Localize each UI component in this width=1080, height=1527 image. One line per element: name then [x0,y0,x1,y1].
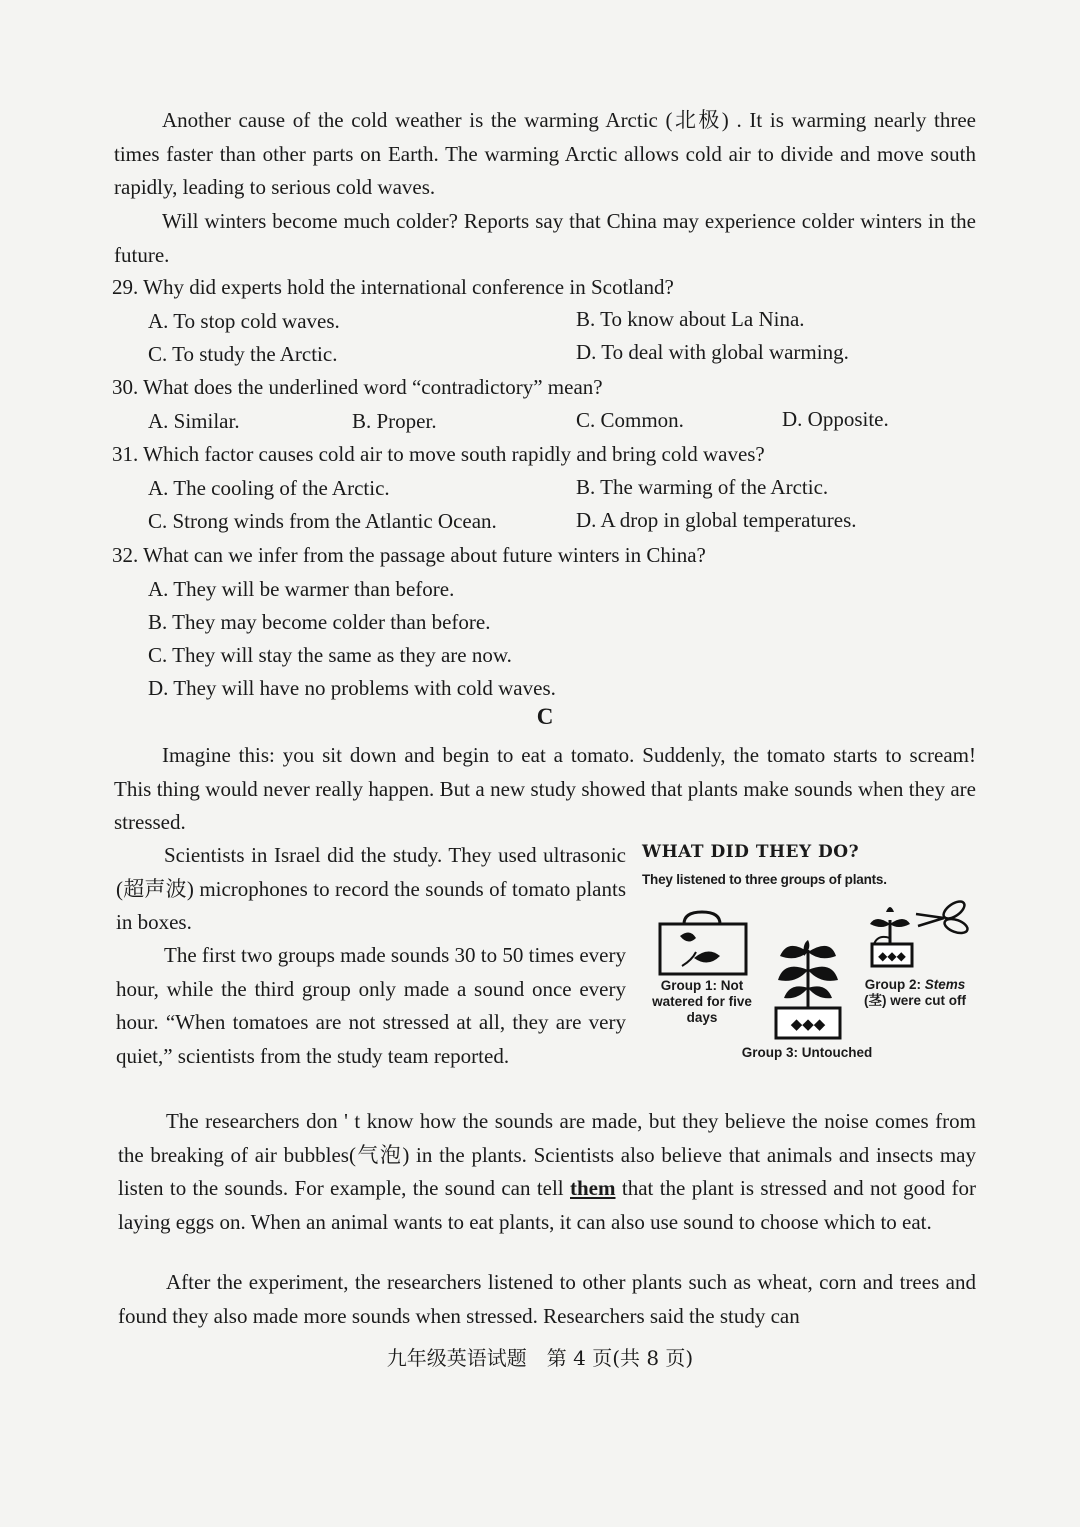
section-heading-c: C [536,704,554,729]
question-29-option-d: D. To deal with global warming. [576,340,849,364]
page-footer: 九年级英语试题 第 4 页(共 8 页) [386,1346,694,1370]
figure-illustration [636,840,982,1070]
question-31-option-c: C. Strong winds from the Atlantic Ocean. [148,509,497,533]
group1-caption-line1: Group 1: Not [660,978,744,993]
svg-text:◆◆◆: ◆◆◆ [790,1015,826,1033]
group2-plant-scissors-icon [870,898,969,966]
group2-caption-prefix: Group 2: [864,977,925,992]
question-32-option-d: D. They will have no problems with cold waves. [148,676,556,700]
group2-caption-line1 [850,977,980,993]
group1-caption-line2: watered for five [652,994,752,1009]
experiment-figure [636,840,982,1070]
passage-paragraph-arctic: Another cause of the cold weather is the warming Arctic (北极) . It is warming nearly three times faster than other parts on Earth. The warming Arctic allows cold air to divide and move south rapidly, leading to serious cold waves. [114,108,976,199]
question-30-option-d: D. Opposite. [782,407,889,431]
question-31-stem: 31. Which factor causes cold air to move south rapidly and bring cold waves? [112,442,765,466]
group1-caption [638,978,766,1026]
question-30-option-c: C. Common. [576,408,684,432]
question-32-option-b: B. They may become colder than before. [148,610,491,634]
passage-c-paragraph-study: Scientists in Israel did the study. They used ultrasonic (超声波) microphones to record the sounds of tomato plants in boxes. [116,843,626,934]
question-31-option-a: A. The cooling of the Arctic. [148,476,390,500]
passage-c-paragraph-bubbles [118,1105,976,1239]
question-32-stem: 32. What can we infer from the passage about future winters in China? [112,543,706,567]
figure-subtitle: They listened to three groups of plants. [642,872,887,887]
svg-text:◆◆◆: ◆◆◆ [878,949,906,963]
bubbles-text-start: The researchers don ' t know how the sounds are made, but they believe the noise comes from the breaking of air bubbles(气泡) in the plants. Scientists also believe that animals and insects may listen to the sounds. For example, the sound can tell [118,1109,976,1200]
question-32-option-a: A. They will be warmer than before. [148,577,455,601]
group3-caption: Group 3: Untouched [741,1045,873,1060]
passage-c-paragraph-other-plants: After the experiment, the researchers listened to other plants such as wheat, corn and trees and found they also made more sounds when stressed. Researchers said the study can [118,1270,976,1328]
group2-caption [850,977,980,1009]
group2-caption-line2: (茎) were cut off [863,993,966,1008]
question-30-option-a: A. Similar. [148,409,240,433]
question-29-stem: 29. Why did experts hold the international conference in Scotland? [112,275,674,299]
question-30-option-b: B. Proper. [352,409,437,433]
question-29-option-b: B. To know about La Nina. [576,307,805,331]
passage-c-paragraph-groups: The first two groups made sounds 30 to 50 times every hour, while the third group only made a sound once every hour. “When tomatoes are not stressed at all, they are very quiet,” scientists from the study team reported. [116,943,626,1068]
question-29-option-c: C. To study the Arctic. [148,342,338,366]
group3-plant-pot-icon [776,940,840,1038]
question-32-option-c: C. They will stay the same as they are now. [148,643,512,667]
passage-c-paragraph-intro: Imagine this: you sit down and begin to eat a tomato. Suddenly, the tomato starts to scream! This thing would never really happen. But a new study showed that plants make sounds when they are stressed. [114,743,976,834]
question-31-option-b: B. The warming of the Arctic. [576,475,829,499]
underlined-word-them: them [570,1176,616,1200]
question-30-stem: 30. What does the underlined word “contradictory” mean? [112,375,603,399]
passage-paragraph-future-winters: Will winters become much colder? Reports say that China may experience colder winters in the future. [114,209,976,267]
bubbles-text-end: that the plant is stressed and not good for laying eggs on. When an animal wants to eat plants, it can also use sound to choose which to eat. [118,1176,976,1234]
question-31-option-d: D. A drop in global temperatures. [576,508,857,532]
group1-plant-box-icon [660,912,746,974]
question-29-option-a: A. To stop cold waves. [148,309,340,333]
group2-caption-stems: Stems [924,977,966,992]
figure-title: WHAT DID THEY DO? [642,842,860,862]
group1-caption-line3: days [686,1010,718,1025]
